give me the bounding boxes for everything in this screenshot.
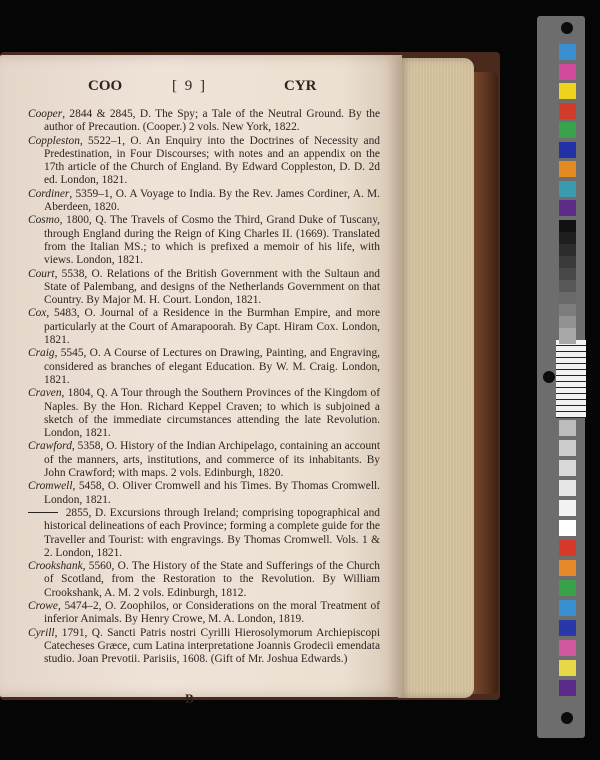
color-swatch (559, 520, 576, 536)
page-edges (398, 58, 474, 698)
color-swatch (559, 44, 576, 60)
page-number: [ 9 ] (172, 78, 207, 94)
catalog-entry (28, 560, 380, 600)
target-hole-icon (543, 371, 555, 383)
scale-ruler (556, 340, 586, 418)
entry-author: Cyrill (28, 626, 55, 639)
color-swatch (559, 620, 576, 636)
color-swatch (559, 540, 576, 556)
catalog-entries (28, 108, 380, 666)
entry-author: Cooper (28, 108, 63, 120)
catalog-entry (28, 268, 380, 308)
color-swatch (559, 83, 576, 99)
catalog-entry (28, 387, 380, 440)
entry-author: Coppleston (28, 134, 80, 147)
color-swatch (559, 480, 576, 496)
page-header (0, 78, 402, 100)
entry-text: , 2844 & 2845, D. The Spy; a Tale of the Neutral Ground. By the author of Precaution. (Cooper.) 2 vols. New York, 1822. (44, 108, 380, 134)
color-swatch (559, 660, 576, 676)
gray-swatch (559, 328, 576, 344)
catalog-entry (28, 307, 380, 347)
entry-author: Craig (28, 347, 55, 360)
catalog-entry (28, 135, 380, 188)
header-right: CYR (284, 78, 317, 94)
entry-author: Cordiner (28, 187, 70, 200)
color-swatch (559, 181, 576, 197)
entry-text: , 5458, O. Oliver Cromwell and his Times. By Thomas Cromwell. London, 1821. (44, 480, 380, 506)
entry-text: , 5545, O. A Course of Lectures on Drawing, Painting, and Engraving, considered as branches of elegant Education. By W. M. Craig. London, 1821. (44, 347, 380, 386)
target-hole-icon (561, 22, 573, 34)
color-swatch (559, 500, 576, 516)
color-swatch (559, 680, 576, 696)
entry-text: , 1804, Q. A Tour through the Southern Provinces of the Kingdom of Naples. By the Hon. Richard Keppel Craven; to which is subjoined a sketch of the immediate circumstances attending the late Revolution. London, 1821. (44, 387, 380, 440)
book-spine-edge (470, 72, 498, 694)
catalog-entry (28, 440, 380, 480)
entry-author: Cox (28, 307, 47, 320)
entry-text: , 5359–1, O. A Voyage to India. By the Rev. James Cordiner, A. M. Aberdeen, 1820. (44, 187, 380, 214)
entry-text: , 5358, O. History of the Indian Archipelago, containing an account of the manners, arts, institutions, and commerce of its inhabitants. By John Crawford; with maps. 2 vols. Edinburgh, 1820. (44, 440, 380, 480)
entry-text: , 5474–2, O. Zoophilos, or Considerations on the moral Treatment of inferior Animals. By Henry Crowe, M. A. London, 1819. (44, 599, 380, 626)
color-swatch (559, 200, 576, 216)
header-left: COO (88, 78, 123, 94)
entry-text: , 5560, O. The History of the State and Sufferings of the Church of Scotland, from the Restoration to the Revolution. By William Crookshank, A. M. 2 vols. Edinburgh, 1812. (44, 560, 380, 599)
entry-text: , 5483, O. Journal of a Residence in the Burmhan Empire, and more particularly at the Court of Amarapoorah. By Capt. Hiram Cox. London, 1821. (44, 307, 380, 347)
entry-author: Crawford (28, 440, 72, 453)
entry-text: , 1791, Q. Sancti Patris nostri Cyrilli Hierosolymorum Archiepiscopi Catecheses Græce, cum Latina interpretatione Joannis Grodecii emendata studio. Joan Prevotii. Parisiis, 1608. (Gift of Mr. Joshua Edwards.) (44, 626, 380, 666)
catalog-entry (28, 108, 380, 135)
entry-author: Crowe (28, 599, 58, 612)
color-swatch (559, 122, 576, 138)
color-swatch (559, 161, 576, 177)
target-hole-icon (561, 712, 573, 724)
color-swatch (559, 64, 576, 80)
color-swatch (559, 560, 576, 576)
catalog-entry (28, 627, 380, 667)
color-swatch (559, 460, 576, 476)
catalog-entry (28, 507, 380, 560)
signature-mark: B (185, 691, 194, 706)
color-swatch (559, 580, 576, 596)
entry-text: , 1800, Q. The Travels of Cosmo the Third, Grand Duke of Tuscany, through England during the Reign of King Charles II. (1669). Translated from the Italian MS.; to which is prefixed a memoir of his life, with views. London, 1821. (44, 214, 380, 267)
catalog-entry (28, 214, 380, 267)
catalog-entry (28, 188, 380, 215)
entry-text: , 5522–1, O. An Enquiry into the Doctrines of Necessity and Predestination, in Four Discourses; with notes and an appendix on the 17th article of the Church of England. By Edward Coppleston, D. D. 2d ed. London, 1821. (44, 134, 380, 187)
catalog-entry (28, 600, 380, 627)
entry-author: Craven (28, 387, 62, 400)
entry-author: Crookshank (28, 560, 83, 573)
entry-author: Court (28, 267, 55, 280)
color-swatch (559, 103, 576, 119)
entry-text: , 5538, O. Relations of the British Government with the Sultaun and State of Palembang, and designs of the Netherlands Government on that Country. By Major M. H. Court. London, 1821. (44, 267, 380, 307)
color-swatch (559, 600, 576, 616)
entry-author: Cosmo (28, 214, 60, 227)
catalog-entry (28, 347, 380, 387)
color-swatch (559, 142, 576, 158)
entry-author: Cromwell (28, 480, 73, 493)
color-swatch (559, 440, 576, 456)
color-swatch (559, 640, 576, 656)
catalog-entry (28, 480, 380, 507)
color-swatch (559, 420, 576, 436)
entry-text: 2855, D. Excursions through Ireland; comprising topographical and historical delineations of each Province; forming a complete guide for the Traveller and Tourist: with engravings. By Thomas Cromwell. Vols. 1 & 2. London, 1821. (44, 506, 380, 559)
ditto-dash (28, 512, 58, 513)
